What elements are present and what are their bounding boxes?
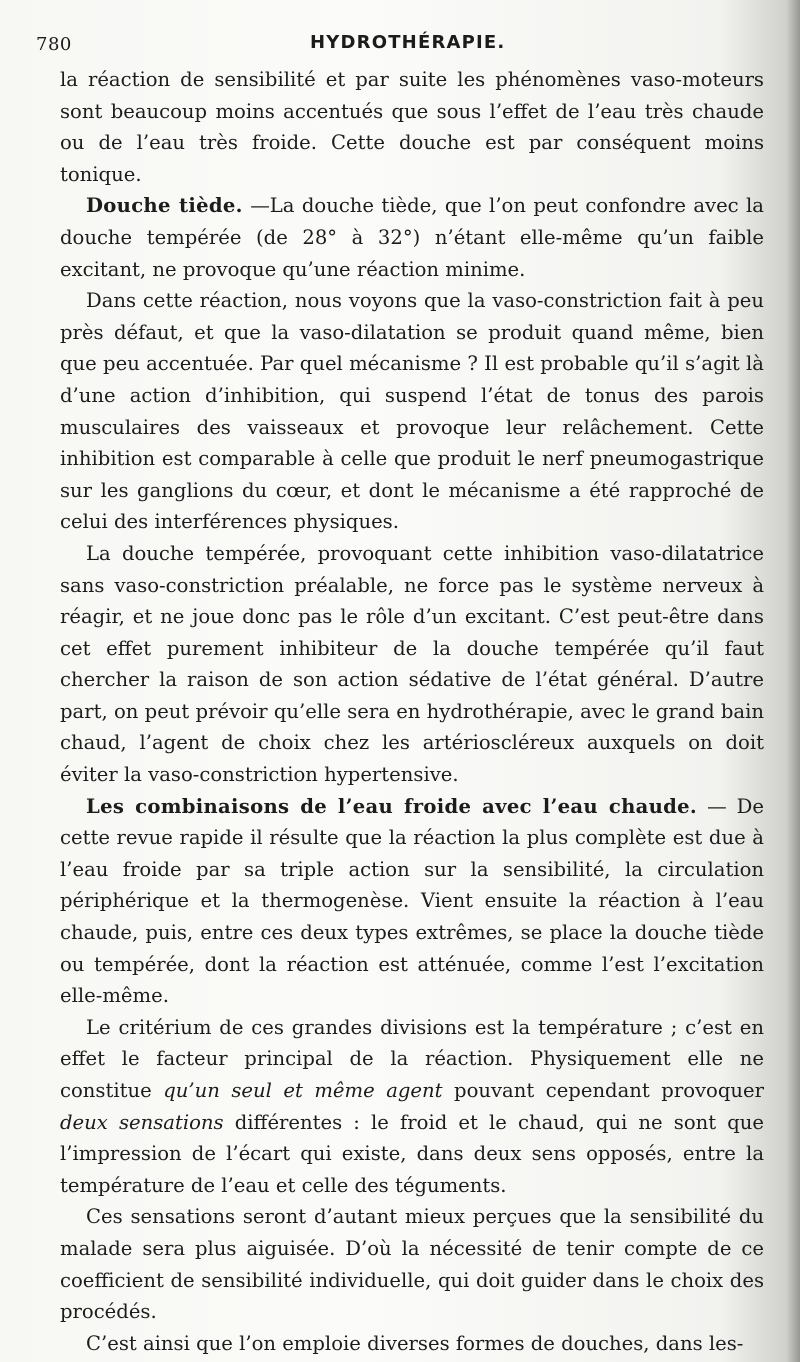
paragraph [60, 285, 764, 538]
paragraph-text: La douche tempérée, provoquant cette inhibition vaso-dilatatrice sans vaso-constriction préalable, ne force pas le système nerveux à réagir, et ne joue donc pas le rôle d’un excitant. C’est peut-être dans cet effet purement inhibiteur de la douche tempérée qu’il faut chercher la raison de son action sédative de l’état général. D’autre part, on peut prévoir qu’elle sera en hydrothérapie, avec le grand bain chaud, l’agent de choix chez les artérioscléreux auxquels on doit éviter la vaso-constriction hypertensive. [60, 541, 764, 787]
paragraph-text: C’est ainsi que l’on emploie diverses formes de douches, dans les- [86, 1331, 744, 1355]
page-header [36, 26, 764, 64]
paragraph [60, 1328, 764, 1360]
running-head: HYDROTHÉRAPIE. [310, 32, 506, 53]
body-text [60, 64, 764, 1359]
paragraph-text: — De cette revue rapide il résulte que la réaction la plus complète est due à l’eau froide par sa triple action sur la sensibilité, la circulation périphérique et la thermogenèse. Vient ensuite la réaction à l’eau chaude, puis, entre ces deux types extrêmes, se place la douche tiède ou tempérée, dont la réaction est atténuée, comme l’est l’excitation elle-même. [60, 794, 764, 1008]
paragraph-text: Dans cette réaction, nous voyons que la vaso-constriction fait à peu près défaut, et que la vaso-dilatation se produit quand même, bien que peu accentuée. Par quel mécanisme ? Il est probable qu’il s’agit là d’une action d’inhibition, qui suspend l’état de tonus des parois musculaires des vaisseaux et provoque leur relâchement. Cette inhibition est comparable à celle que produit le nerf pneumogastrique sur les ganglions du cœur, et dont le mécanisme a été rapproché de celui des interférences physiques. [60, 289, 764, 534]
paragraph [60, 64, 764, 190]
paragraph-text: Ces sensations seront d’autant mieux perçues que la sensibilité du malade sera plus aiguisée. D’où la nécessité de tenir compte de ce coefficient de sensibilité individuelle, qui doit guider dans le choix des procédés. [60, 1205, 764, 1324]
italic-phrase: deux sensations [60, 1110, 224, 1134]
section-heading: Douche tiède. [86, 194, 243, 218]
paragraph-text: la réaction de sensibilité et par suite les phénomènes vaso-moteurs sont beaucoup moins accentués que sous l’effet de l’eau très chaude ou de l’eau très froide. Cette douche est par conséquent moins tonique. [60, 68, 764, 186]
paragraph [60, 190, 764, 285]
paragraph [60, 1012, 764, 1202]
paragraph-text: Le critérium de ces grandes divisions est la température ; c’est en effet le facteur principal de la réaction. Physiquement elle ne constitue [60, 1015, 764, 1102]
paragraph [60, 538, 764, 791]
paragraph [60, 1201, 764, 1327]
page-number: 780 [36, 34, 72, 55]
section-heading: Les combinaisons de l’eau froide avec l’eau chaude. [86, 794, 698, 818]
paragraph-text: —La douche tiède, que l’on peut confondre avec la douche tempérée (de 28° à 32°) n’étant elle-même qu’un faible excitant, ne provoque qu’une réaction minime. [60, 194, 764, 281]
italic-phrase: qu’un seul et même agent [163, 1079, 443, 1102]
paragraph-text: différentes : le froid et le chaud, qui ne sont que l’impression de l’écart qui existe, dans deux sens opposés, entre la température de l’eau et celle des téguments. [60, 1110, 765, 1197]
paragraph-text: pouvant cependant provoquer [442, 1079, 764, 1102]
paragraph [60, 791, 764, 1012]
page-edge-shadow [786, 0, 800, 1362]
